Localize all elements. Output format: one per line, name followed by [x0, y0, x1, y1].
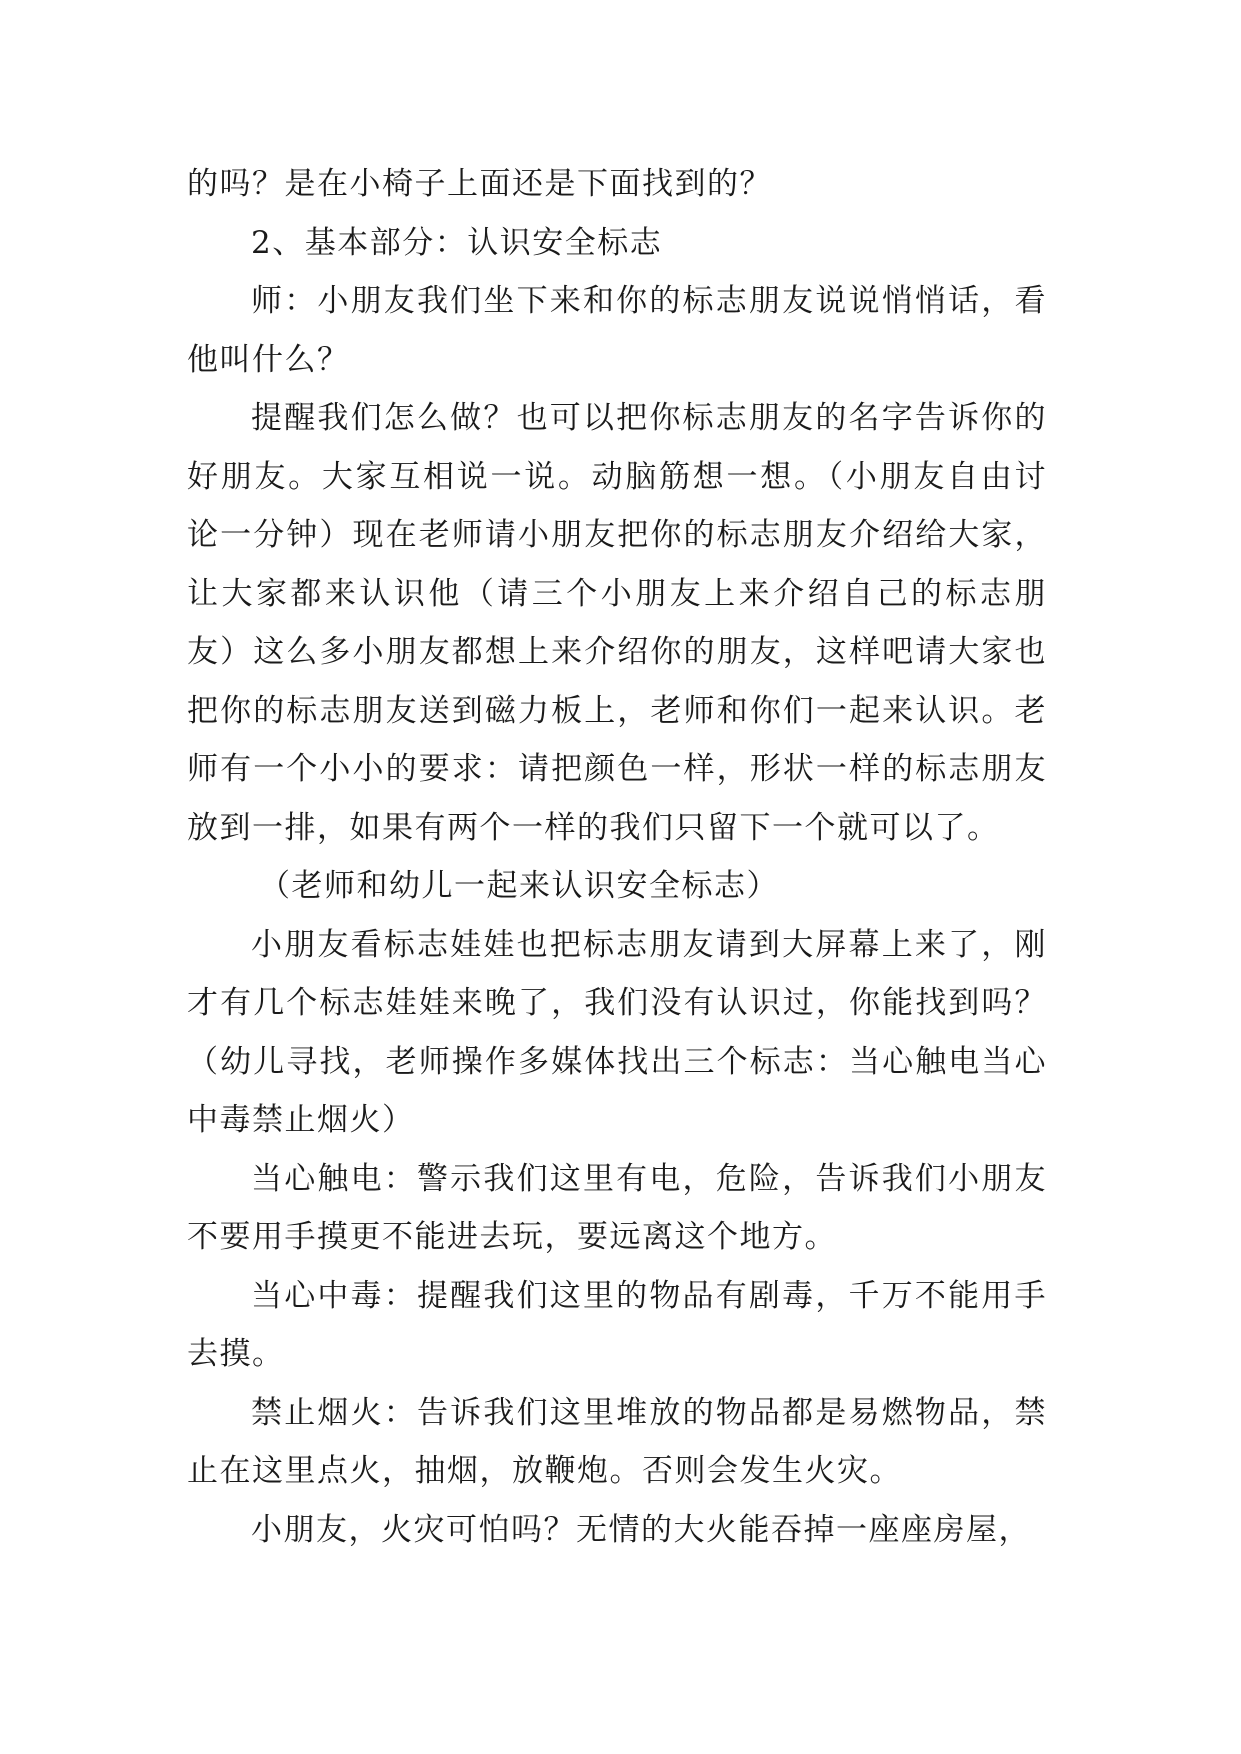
- section-heading: 2、基本部分：认识安全标志: [251, 224, 663, 261]
- paragraph-teacher-prompt: 师：小朋友我们坐下来和你的标志朋友说说悄悄话，看他叫什么？: [187, 283, 1047, 378]
- document-body: [187, 155, 1047, 1559]
- paragraph-continuation: 的吗？是在小椅子上面还是下面找到的？: [187, 166, 772, 202]
- paragraph-screen-signs: 小朋友看标志娃娃也把标志朋友请到大屏幕上来了，刚才有几个标志娃娃来晚了，我们没有认识过，你能找到吗？（幼儿寻找，老师操作多媒体找出三个标志：当心触电当心中毒禁止烟火）: [187, 926, 1047, 1138]
- paragraph-no-fire: 禁止烟火：告诉我们这里堆放的物品都是易燃物品，禁止在这里点火，抽烟，放鞭炮。否则会发生火灾。: [187, 1394, 1047, 1489]
- paragraph-electric-shock: 当心触电：警示我们这里有电，危险，告诉我们小朋友不要用手摸更不能进去玩，要远离这个地方。: [187, 1160, 1047, 1255]
- paragraph-poison: 当心中毒：提醒我们这里的物品有剧毒，千万不能用手去摸。: [187, 1277, 1047, 1372]
- paragraph-fire-danger: 小朋友，火灾可怕吗？无情的大火能吞掉一座座房屋，: [251, 1511, 1031, 1548]
- paragraph-discussion: 提醒我们怎么做？也可以把你标志朋友的名字告诉你的好朋友。大家互相说一说。动脑筋想一想。（小朋友自由讨论一分钟）现在老师请小朋友把你的标志朋友介绍给大家，让大家都来认识他（请三个小朋友上来介绍自己的标志朋友）这么多小朋友都想上来介绍你的朋友，这样吧请大家也把你的标志朋友送到磁力板上，老师和你们一起来认识。老师有一个小小的要求：请把颜色一样，形状一样的标志朋友放到一排，如果有两个一样的我们只留下一个就可以了。: [187, 400, 1047, 846]
- paragraph-activity-note: （老师和幼儿一起来认识安全标志）: [259, 868, 779, 904]
